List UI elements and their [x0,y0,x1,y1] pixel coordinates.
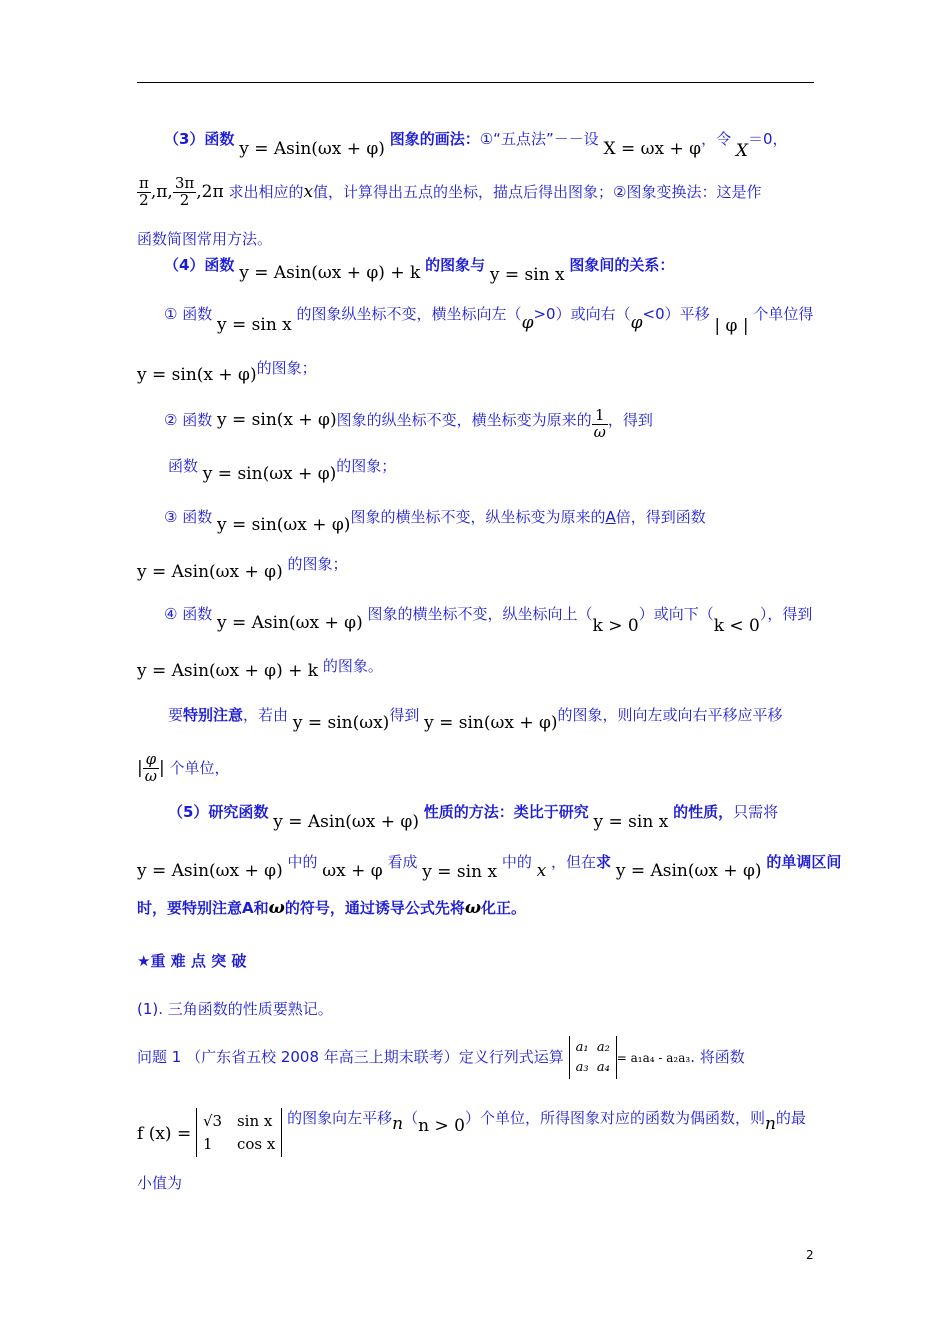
section-4-heading [164,254,675,285]
text: 要 [168,706,184,724]
cell: cos x [236,1134,276,1153]
text: 个单位， [169,758,230,777]
text: 求出相应的 [228,182,304,201]
text: 图象的横坐标不变，纵坐标变为原来的 [350,508,606,526]
cell: sin x [236,1112,273,1130]
text: ④ 函数 [164,605,213,623]
numerator: 3π [174,174,195,192]
text: 的图象； [336,457,397,475]
text: A [605,508,616,526]
formula: ω [268,898,285,918]
denominator: ω [144,766,157,785]
text: ③ 函数 [164,508,213,526]
text: 的图象； [287,555,348,573]
text: 的性质， [673,803,734,821]
text: 的最 [775,1109,806,1127]
formula: y = Asin(ωx + φ) [217,613,363,633]
text: >0）或向右（ [533,305,631,323]
formula: n [392,1114,404,1134]
formula: y = sin x [422,862,498,882]
step-3-line-1 [164,506,706,535]
formula: = a₁a₄ - a₂a₃ [616,1051,691,1065]
problem-line-1 [137,1036,745,1079]
step-4-line-2 [137,655,383,681]
section-5-line-1 [168,801,779,832]
cell: a₄ [596,1059,610,1075]
fraction [143,752,159,785]
text: ）个单位，所得图象对应的函数为偶函数，则 [464,1109,765,1127]
text: 图象间的关系： [569,256,675,274]
formula: X = ωx + φ [603,139,702,159]
text: ② 函数 [164,410,213,429]
formula: k < 0 [713,616,760,636]
text: 的图象； [256,359,317,377]
text: 性质的方法：类比于研究 [423,803,589,821]
formula: y = sin(ωx + φ) [217,515,351,535]
formula: ω [464,898,482,918]
text: 看成 [387,853,418,871]
fraction [173,176,196,209]
fraction [137,176,151,209]
cell: a₂ [596,1040,610,1055]
text: 倍，得到函数 [615,508,706,526]
section-5-line-2 [137,851,842,882]
key-points-heading: ★重 难 点 突 破 [137,952,247,970]
text: 中的 [287,853,318,871]
text: ①“五点法”－－设 [479,130,599,148]
formula: y = sin x [217,315,292,335]
text: 的单调区间 [766,853,842,871]
section-3-label: （3）函数 [164,130,235,148]
text: 中的 [501,853,532,871]
formula: ,π, [150,181,173,202]
determinant [196,1108,282,1157]
text: ）或向下（ [638,605,714,623]
formula: x [536,861,547,881]
header-rule [137,82,814,83]
text: . 将函数 [690,1048,745,1066]
text: ，若由 [243,706,289,724]
text: 只需将 [733,803,779,821]
section-5-line-3 [137,897,526,918]
formula: φ [521,313,534,333]
formula: y = Asin(ωx + φ) [137,861,283,881]
text: ，令 [701,130,732,148]
section-3-title: 图象的画法： [389,130,480,148]
text: ＝0， [747,130,788,148]
section-5-label: （5）研究函数 [168,803,269,821]
formula: x [303,181,314,202]
text: 个单位得 [753,305,814,323]
fraction [592,408,608,441]
text: 求 [596,853,612,871]
step-2-line-2 [168,455,397,484]
formula: y = sin(x + φ) [217,409,337,430]
section-3-line-2 [137,176,762,209]
formula: φ [630,313,643,333]
text: 的符号，通过诱导公式先将 [284,899,465,917]
text: 的图象向左平移 [287,1109,393,1127]
formula: y = sin(ωx + φ) [424,713,558,733]
text: 的图象与 [425,256,486,274]
numerator: φ [145,750,157,768]
text: 问题 1 （广东省五校 2008 年高三上期末联考）定义行列式运算 [137,1048,564,1066]
formula: y = Asin(ωx + φ) [239,139,385,159]
denominator: 2 [173,192,196,209]
formula: n [764,1114,776,1134]
text: ，但在 [551,853,597,871]
cell: 1 [202,1134,213,1153]
formula: y = sin(ωx) [292,713,390,733]
formula: y = Asin(ωx + φ) [273,812,419,832]
cell: √3 [202,1112,223,1130]
section-4-label: （4）函数 [164,256,235,274]
step-4-line-1 [164,603,813,636]
formula: y = Asin(ωx + φ) + k [137,661,319,681]
text: ① 函数 [164,305,213,323]
text: 特别注意 [183,706,244,724]
step-3-line-2 [137,553,348,582]
page-number: 2 [806,1248,814,1262]
numerator: 1 [594,406,605,424]
formula: y = Asin(ωx + φ) + k [239,263,421,283]
cell: a₃ [575,1059,589,1075]
formula: y = sin x [593,812,669,832]
text: 图象的纵坐标不变，横坐标变为原来的 [336,410,592,429]
formula: f (x) = [137,1124,192,1144]
denominator: 2 [137,192,151,209]
text: 得到 [389,706,420,724]
note-line-1 [168,704,783,733]
text: 化正。 [481,899,527,917]
step-1-line-1 [164,303,814,336]
formula: y = Asin(ωx + φ) [615,861,762,881]
section-3-line-1 [164,128,788,161]
text: 时，要特别注意A和 [137,899,269,917]
numerator: π [139,174,149,192]
formula: ,2π [196,181,224,202]
text: ，得到 [607,410,653,429]
text: ），得到 [759,605,813,623]
cell: a₁ [575,1040,589,1055]
problem-line-2 [137,1108,806,1157]
note-line-2: | $\frac{\varphi}{\omega}$ | 个单位， [137,750,230,785]
step-2-line-1 [164,404,653,441]
text: 图象的横坐标不变，纵坐标向上（ [367,605,593,623]
formula: y = sin(x + φ) [137,365,257,385]
determinant [569,1036,617,1079]
text: 值，计算得出五点的坐标，描点后得出图象；②图象变换法：这是作 [313,182,762,201]
step-1-line-2 [137,357,317,385]
text: 的图象纵坐标不变，横坐标向左（ [296,305,522,323]
text: 的图象，则向左或向右平移应平移 [557,706,783,724]
formula: n > 0 [418,1116,465,1136]
denominator: ω [593,422,606,441]
text: 的图象。 [322,657,383,675]
problem-line-3: 小值为 [137,1174,183,1192]
formula: | φ | [714,316,749,336]
text: <0）平移 [642,305,710,323]
item-1: (1). 三角函数的性质要熟记。 [137,1000,333,1018]
text: （ [403,1109,419,1127]
formula: ωx + φ [322,861,383,881]
formula: k > 0 [592,616,639,636]
section-3-line-3: 函数简图常用方法。 [137,230,273,248]
text: 函数 [168,457,199,475]
formula: y = sin(ωx + φ) [202,464,337,484]
formula: y = Asin(ωx + φ) [137,562,283,582]
formula: X [735,141,748,161]
formula: y = sin x [489,265,565,285]
